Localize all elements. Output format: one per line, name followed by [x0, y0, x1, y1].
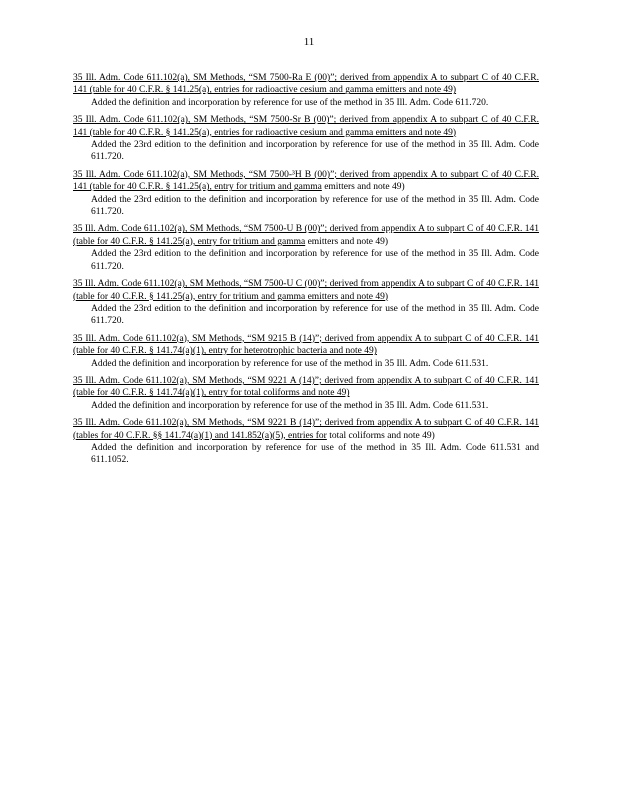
- citation-underlined: 35 Ill. Adm. Code 611.102(a), SM Methods, “SM 7500-³H B (00)”; derived from appendix A to subpart C of 40 C.F.R. 141 (table for 40 C.F.R. § 141.25(a), entry for tritium and gamma: [73, 169, 539, 193]
- citation: [73, 223, 539, 248]
- citation: [73, 169, 539, 194]
- citation-underlined: 35 Ill. Adm. Code 611.102(a), SM Methods, “SM 7500-U B (00)”; derived from appendix A to subpart C of 40 C.F.R. 141 (table for 40 C.F.R. § 141.25(a), entry for tritium and gamma: [73, 224, 539, 247]
- citation-plain: emitters and note 49): [305, 236, 389, 247]
- amendment-entry: [73, 169, 539, 219]
- amendment-entry: [73, 223, 539, 273]
- amendment-note: Added the definition and incorporation by reference for use of the method in 35 Ill. Adm. Code 611.531.: [91, 358, 489, 369]
- amendment-note: Added the definition and incorporation by reference for use of the method in 35 Ill. Adm. Code 611.531.: [91, 400, 489, 411]
- amendment-note: Added the 23rd edition to the definition and incorporation by reference for use of the method in 35 Ill. Adm. Code 611.720.: [91, 303, 539, 327]
- citation: [73, 333, 539, 358]
- citation: [73, 417, 539, 442]
- amendment-note: Added the 23rd edition to the definition and incorporation by reference for use of the method in 35 Ill. Adm. Code 611.720.: [91, 194, 539, 218]
- citation-underlined: 35 Ill. Adm. Code 611.102(a), SM Methods, “SM 7500-U C (00)”; derived from appendix A to subpart C of 40 C.F.R. 141 (table for 40 C.F.R. § 141.25(a), entry for tritium and gamma emitters and note 49): [73, 279, 539, 302]
- amendment-note: Added the 23rd edition to the definition and incorporation by reference for use of the method in 35 Ill. Adm. Code 611.720.: [91, 249, 539, 272]
- citation-underlined: 35 Ill. Adm. Code 611.102(a), SM Methods, “SM 9221 B (14)”; derived from appendix A to subpart C of 40 C.F.R. 141 (tables for 40 C.F.R. §§ 141.74(a)(1) and 141.852(a)(5), entries for: [73, 418, 539, 441]
- amendment-entry: [73, 333, 539, 370]
- amendment-entry: [73, 417, 539, 467]
- amendment-note: Added the definition and incorporation by reference for use of the method in 35 Ill. Adm. Code 611.531 and 611.1052.: [91, 442, 539, 466]
- citation-plain: emitters and note 49): [321, 182, 405, 193]
- citation-underlined: 35 Ill. Adm. Code 611.102(a), SM Methods, “SM 7500-Sr B (00)”; derived from appendix A to subpart C of 40 C.F.R. 141 (table for 40 C.F.R. § 141.25(a), entries for radioactive cesium and gamma emitters and note 49): [73, 115, 539, 138]
- amendment-entry: [73, 375, 539, 412]
- citation: [73, 278, 539, 303]
- citation-underlined: 35 Ill. Adm. Code 611.102(a), SM Methods, “SM 9221 A (14)”; derived from appendix A to subpart C of 40 C.F.R. 141 (table for 40 C.F.R. § 141.74(a)(1), entry for total coliforms and note 49): [73, 375, 539, 399]
- citation: [73, 114, 539, 139]
- amendment-note: Added the definition and incorporation by reference for use of the method in 35 Ill. Adm. Code 611.720.: [91, 97, 489, 108]
- citation: [73, 72, 539, 97]
- amendment-note: Added the 23rd edition to the definition and incorporation by reference for use of the method in 35 Ill. Adm. Code 611.720.: [91, 140, 539, 163]
- amendment-entry: [73, 278, 539, 328]
- amendment-entry: [73, 72, 539, 109]
- amendment-entry: [73, 114, 539, 164]
- citation-underlined: 35 Ill. Adm. Code 611.102(a), SM Methods, “SM 9215 B (14)”; derived from appendix A to subpart C of 40 C.F.R. 141 (table for 40 C.F.R. § 141.74(a)(1), entry for heterotrophic bacteria and note 49): [73, 333, 539, 357]
- citation-plain: total coliforms and note 49): [326, 430, 435, 441]
- citation-underlined: 35 Ill. Adm. Code 611.102(a), SM Methods, “SM 7500-Ra E (00)”; derived from appendix A to subpart C of 40 C.F.R. 141 (table for 40 C.F.R. § 141.25(a), entries for radioactive cesium and gamma emitters and note 49): [73, 73, 539, 96]
- citation: [73, 375, 539, 400]
- page-number: 11: [303, 36, 315, 48]
- amendment-list: [73, 72, 539, 472]
